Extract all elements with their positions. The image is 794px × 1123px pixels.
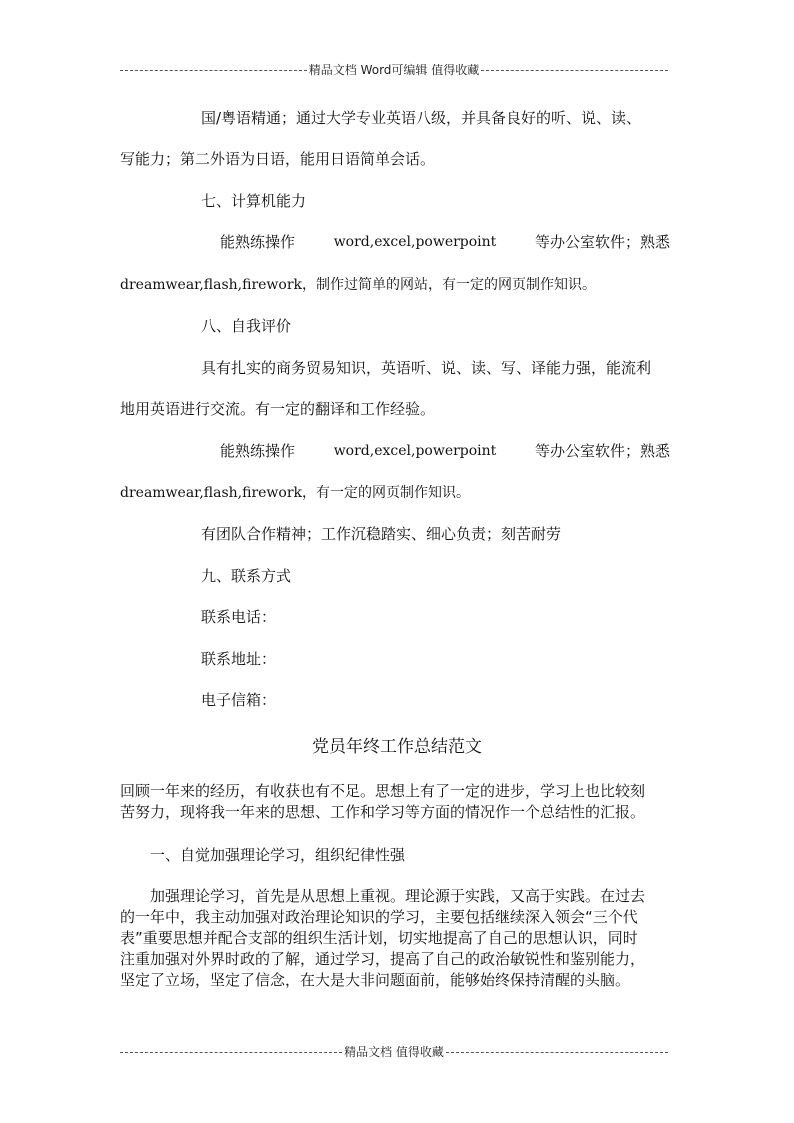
page-header xyxy=(120,61,668,78)
header-text: 精品文档 Word可编辑 值得收藏 xyxy=(308,63,480,77)
section-7-title: 七、计算机能力 xyxy=(201,192,307,210)
paragraph-line-5: 坚定了立场，坚定了信念，在大是大非问题面前，能够始终保持清醒的头脑。 xyxy=(120,971,631,989)
section-8-title: 八、自我评价 xyxy=(201,317,292,335)
skills-software: word,excel,powerpoint xyxy=(333,234,497,250)
section-9-title: 九、联系方式 xyxy=(201,567,292,585)
skills-suffix: 等办公室软件；熟悉 xyxy=(534,442,670,460)
intro-line-1: 回顾一年来的经历，有收获也有不足。思想上有了一定的进步，学习上也比较刻 xyxy=(120,782,646,800)
self-eval-line-4: dreamwear,flash,firework，有一定的网页制作知识。 xyxy=(120,485,471,501)
self-eval-line-3 xyxy=(220,441,670,461)
header-left-rule xyxy=(120,70,307,71)
address-label: 联系地址： xyxy=(201,650,277,668)
language-line-2: 写能力；第二外语为日语，能用日语简单会话。 xyxy=(120,150,436,168)
skills-software: word,excel,powerpoint xyxy=(333,443,497,459)
self-eval-line-2: 地用英语进行交流。有一定的翻译和工作经验。 xyxy=(120,400,436,418)
footer-left-rule xyxy=(120,1052,342,1053)
skills-suffix: 等办公室软件；熟悉 xyxy=(534,233,670,251)
computer-skills-line-2: dreamwear,flash,firework，制作过简单的网站，有一定的网页制作知识。 xyxy=(120,277,597,293)
section-1-title: 一、自觉加强理论学习，组织纪律性强 xyxy=(150,846,406,864)
self-eval-line-1: 具有扎实的商务贸易知识，英语听、说、读、写、译能力强，能流利 xyxy=(201,359,652,377)
computer-skills-line-1 xyxy=(220,232,670,252)
paragraph-line-1: 加强理论学习，首先是从思想上重视。理论源于实践，又高于实践。在过去 xyxy=(150,887,646,905)
paragraph-line-2: 的一年中，我主动加强对政治理论知识的学习，主要包括继续深入领会“三个代 xyxy=(120,908,638,926)
phone-label: 联系电话： xyxy=(201,608,277,626)
skills-prefix: 能熟练操作 xyxy=(220,442,296,460)
paragraph-line-3: 表”重要思想并配合支部的组织生活计划，切实地提高了自己的思想认识，同时 xyxy=(120,929,638,947)
email-label: 电子信箱： xyxy=(201,691,277,709)
skills-prefix: 能熟练操作 xyxy=(220,233,296,251)
header-right-rule xyxy=(481,70,668,71)
footer-text: 精品文档 值得收藏 xyxy=(344,1045,444,1059)
language-line-1: 国/粤语精通；通过大学专业英语八级，并具备良好的听、说、读、 xyxy=(201,109,642,127)
footer-right-rule xyxy=(446,1052,668,1053)
page-footer xyxy=(120,1043,668,1060)
paragraph-line-4: 注重加强对外界时政的了解，通过学习，提高了自己的政治敏锐性和鉴别能力， xyxy=(120,950,646,968)
self-eval-line-5: 有团队合作精神；工作沉稳踏实、细心负责；刻苦耐劳 xyxy=(201,525,562,543)
intro-line-2: 苦努力，现将我一年来的思想、工作和学习等方面的情况作一个总结性的汇报。 xyxy=(120,803,646,821)
article-title: 党员年终工作总结范文 xyxy=(312,737,482,757)
